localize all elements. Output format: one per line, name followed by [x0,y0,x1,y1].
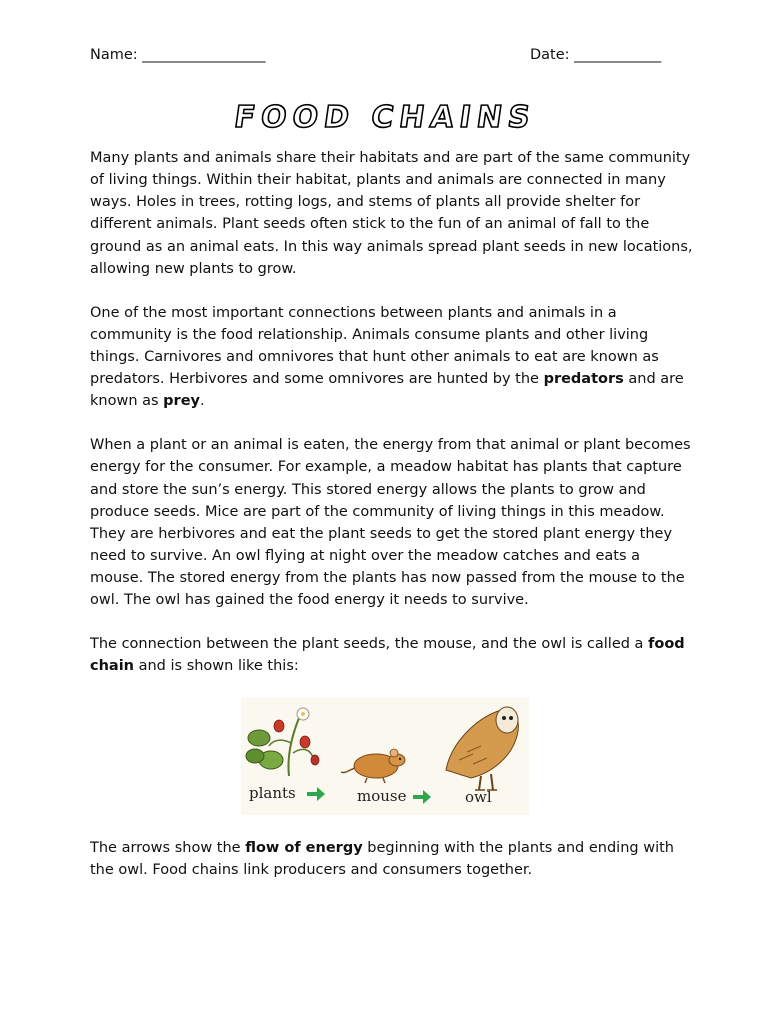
text-line: community is the food relationship. Animals consume plants and other living [90,327,649,343]
text-line: mouse. The stored energy from the plants has now passed from the mouse to the [90,570,685,586]
text-line: things. Carnivores and omnivores that hunt other animals to eat are known as [90,349,659,365]
caption-owl: owl [465,788,492,806]
owl-illustration [446,707,518,790]
text-run: predators. Herbivores and some omnivores are hunted by the [90,371,544,387]
text-line: different animals. Plant seeds often stick to the fun of an animal of fall to the [90,216,650,232]
term-flow-of-energy: flow of energy [245,840,363,856]
text-line [90,390,690,412]
term-food: food [648,636,685,652]
text-line: ground as an animal eats. In this way animals spread plant seeds in new locations, [90,239,693,255]
text-line: ways. Holes in trees, rotting logs, and stems of plants all provide shelter for [90,194,641,210]
mouse-illustration [341,749,405,783]
date-field-label: Date: ____________ [530,47,662,63]
text-line: produce seeds. Mice are part of the community of living things in this meadow. [90,504,665,520]
text-line [90,633,690,655]
worksheet-title [140,100,630,140]
caption-plants: plants [249,784,296,802]
text-line: owl. The owl has gained the food energy it needs to survive. [90,592,529,608]
text-line: of living things. Within their habitat, plants and animals are connected in many [90,172,666,188]
text-run: The connection between the plant seeds, the mouse, and the owl is called a [90,636,649,652]
arrow-plants-to-mouse-icon [307,787,325,801]
text-line: Many plants and animals share their habitats and are part of the same community [90,150,691,166]
text-run: and is shown like this: [134,658,299,674]
text-line: allowing new plants to grow. [90,261,297,277]
text-run: The arrows show the [90,840,246,856]
text-line: One of the most important connections between plants and animals in a [90,305,617,321]
text-run: known as [90,393,164,409]
text-line: need to survive. An owl flying at night over the meadow catches and eats a [90,548,641,564]
text-line: When a plant or an animal is eaten, the energy from that animal or plant becomes [90,437,691,453]
text-line [90,655,690,677]
text-line: They are herbivores and eat the plant seeds to get the stored plant energy they [90,526,673,542]
text-run: and are [623,371,684,387]
term-prey: prey [163,393,200,409]
title-text: FOOD CHAINS [231,100,538,135]
text-line [90,368,690,390]
text-line [90,837,690,859]
text-run: beginning with the plants and ending with [362,840,674,856]
caption-mouse: mouse [357,787,407,805]
plant-illustration [246,708,319,776]
arrow-mouse-to-owl-icon [413,790,431,804]
text-line: energy for the consumer. For example, a meadow habitat has plants that capture [90,459,682,475]
text-run: . [200,393,205,409]
term-chain: chain [90,658,134,674]
term-predators: predators [543,371,624,387]
food-chain-illustration [241,698,529,815]
text-line: and store the sun’s energy. This stored energy allows the plants to grow and [90,482,646,498]
name-field-label: Name: _________________ [90,47,266,63]
text-line: the owl. Food chains link producers and consumers together. [90,862,533,878]
